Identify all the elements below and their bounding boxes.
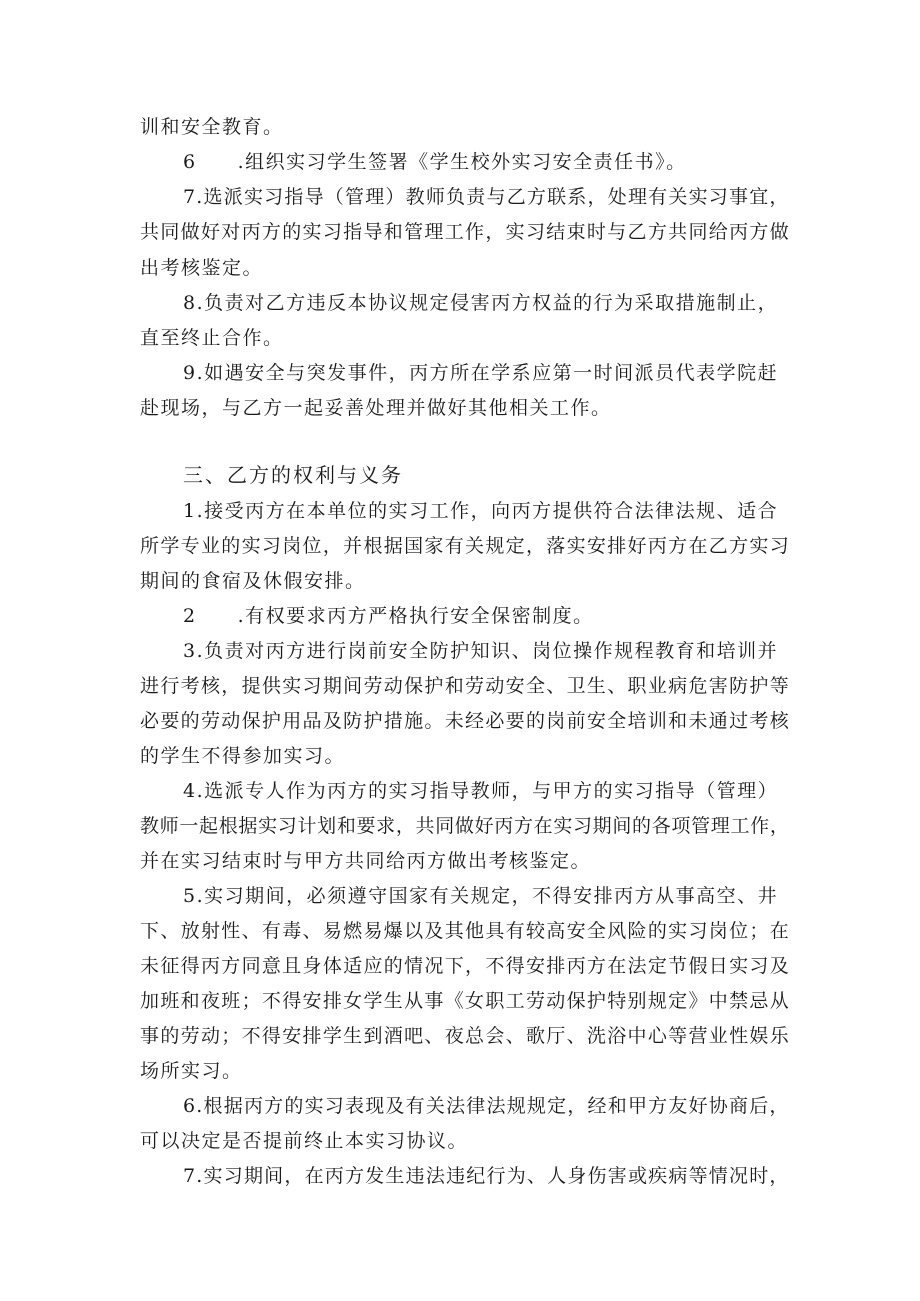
paragraph-line: 的学生不得参加实习。 xyxy=(140,745,346,767)
paragraph-line: 直至终止合作。 xyxy=(140,327,284,349)
paragraph-line: 3.负责对丙方进行岗前安全防护知识、岗位操作规程教育和培训并 xyxy=(183,640,779,662)
paragraph-line: 赴现场，与乙方一起妥善处理并做好其他相关工作。 xyxy=(140,397,612,419)
paragraph-line: 教师一起根据实习计划和要求，共同做好丙方在实习期间的各项管理工作， xyxy=(140,815,790,837)
paragraph-line: 并在实习结束时与甲方共同给丙方做出考核鉴定。 xyxy=(140,850,592,872)
paragraph-line: 9.如遇安全与突发事件，丙方所在学系应第一时间派员代表学院赶 xyxy=(183,362,779,384)
paragraph-line: 5.实习期间，必须遵守国家有关规定，不得安排丙方从事高空、井 xyxy=(183,885,779,907)
paragraph-line: 6 .组织实习学生签署《学生校外实习安全责任书》。 xyxy=(183,151,687,173)
paragraph-line: 2 .有权要求丙方严格执行安全保密制度。 xyxy=(183,605,594,627)
paragraph-line: 未征得丙方同意且身体适应的情况下，不得安排丙方在法定节假日实习及 xyxy=(140,955,791,977)
paragraph-line: 训和安全教育。 xyxy=(140,116,284,138)
paragraph-line: 下、放射性、有毒、易燃易爆以及其他具有较高安全风险的实习岗位；在 xyxy=(140,920,791,942)
paragraph-line: 场所实习。 xyxy=(140,1060,243,1082)
paragraph-line: 共同做好对丙方的实习指导和管理工作，实习结束时与乙方共同给丙方做 xyxy=(140,221,791,243)
paragraph-line: 加班和夜班；不得安排女学生从事《女职工劳动保护特别规定》中禁忌从 xyxy=(140,990,791,1012)
paragraph-line: 7.实习期间，在丙方发生违法违纪行为、人身伤害或疾病等情况时， xyxy=(183,1165,790,1187)
paragraph-line: 1.接受丙方在本单位的实习工作，向丙方提供符合法律法规、适合 xyxy=(183,500,779,522)
paragraph-line: 可以决定是否提前终止本实习协议。 xyxy=(140,1130,469,1152)
section-heading: 三、乙方的权利与义务 xyxy=(183,463,403,487)
paragraph-line: 6.根据丙方的实习表现及有关法律法规规定，经和甲方友好协商后， xyxy=(183,1095,790,1117)
paragraph-line: 进行考核，提供实习期间劳动保护和劳动安全、卫生、职业病危害防护等 xyxy=(140,675,791,697)
paragraph-line: 期间的食宿及休假安排。 xyxy=(140,570,366,592)
paragraph-line: 出考核鉴定。 xyxy=(140,257,264,279)
paragraph-line: 8.负责对乙方违反本协议规定侵害丙方权益的行为采取措施制止， xyxy=(183,292,779,314)
paragraph-line: 必要的劳动保护用品及防护措施。未经必要的岗前安全培训和未通过考核 xyxy=(140,710,791,732)
paragraph-line: 4.选派专人作为丙方的实习指导教师，与甲方的实习指导（管理） xyxy=(183,780,779,802)
paragraph-line: 事的劳动；不得安排学生到酒吧、夜总会、歌厅、洗浴中心等营业性娱乐 xyxy=(140,1025,791,1047)
paragraph-line: 7.选派实习指导（管理）教师负责与乙方联系，处理有关实习事宜， xyxy=(183,186,790,208)
paragraph-line: 所学专业的实习岗位，并根据国家有关规定，落实安排好丙方在乙方实习 xyxy=(140,535,791,557)
